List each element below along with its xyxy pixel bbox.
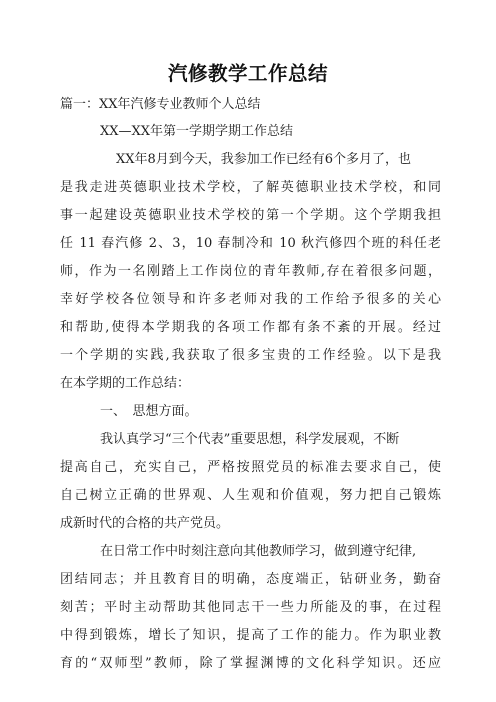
- text-line: 事一起建设英德职业技术学校的第一个学期。这个学期我担: [60, 208, 441, 223]
- text-line: XX—XX年第一学期学期工作总结: [100, 124, 294, 139]
- document-title: 汽修教学工作总结: [167, 62, 328, 85]
- text-line: 幸好学校各位领导和许多老师对我的工作给予很多的关心: [60, 292, 441, 307]
- text-line: 中得到锻炼，增长了知识，提高了工作的能力。作为职业教: [60, 628, 441, 643]
- text-line: 是我走进英德职业技术学校，了解英德职业技术学校，和同: [60, 180, 441, 195]
- text-line: 育的“双师型”教师，除了掌握渊博的文化科学知识。还应: [60, 656, 441, 671]
- text-line: 提高自己，充实自己，严格按照党员的标准去要求自己，使: [60, 460, 441, 475]
- text-line: 我认真学习“三个代表”重要思想，科学发展观，不断: [100, 432, 400, 447]
- text-line: 自己树立正确的世界观、人生观和价值观，努力把自己锻炼: [60, 488, 441, 503]
- text-line: 成新时代的合格的共产党员。: [60, 516, 230, 531]
- text-line: 任 11 春汽修 2、3，10 春制冷和 10 秋汽修四个班的科任老: [60, 236, 441, 251]
- text-line: 一个学期的实践,我获取了很多宝贵的工作经验。以下是我: [60, 348, 441, 363]
- text-line: 篇一：XX年汽修专业教师个人总结: [60, 97, 261, 112]
- text-line: 在本学期的工作总结：: [60, 376, 191, 391]
- text-line: 师，作为一名刚踏上工作岗位的青年教师,存在着很多问题，: [60, 264, 441, 279]
- section-heading: 一、 思想方面。: [100, 404, 198, 419]
- text-line: 在日常工作中时刻注意向其他教师学习，做到遵守纪律,: [100, 544, 417, 559]
- text-line: 刻苦；平时主动帮助其他同志干一些力所能及的事，在过程: [60, 600, 441, 615]
- text-line: 和帮助,使得本学期我的各项工作都有条不紊的开展。经过: [60, 320, 441, 335]
- text-line: XX年8月到今天，我参加工作已经有6个多月了，也: [116, 152, 412, 167]
- text-line: 团结同志；并且教育目的明确，态度端正，钻研业务，勤奋: [60, 572, 441, 587]
